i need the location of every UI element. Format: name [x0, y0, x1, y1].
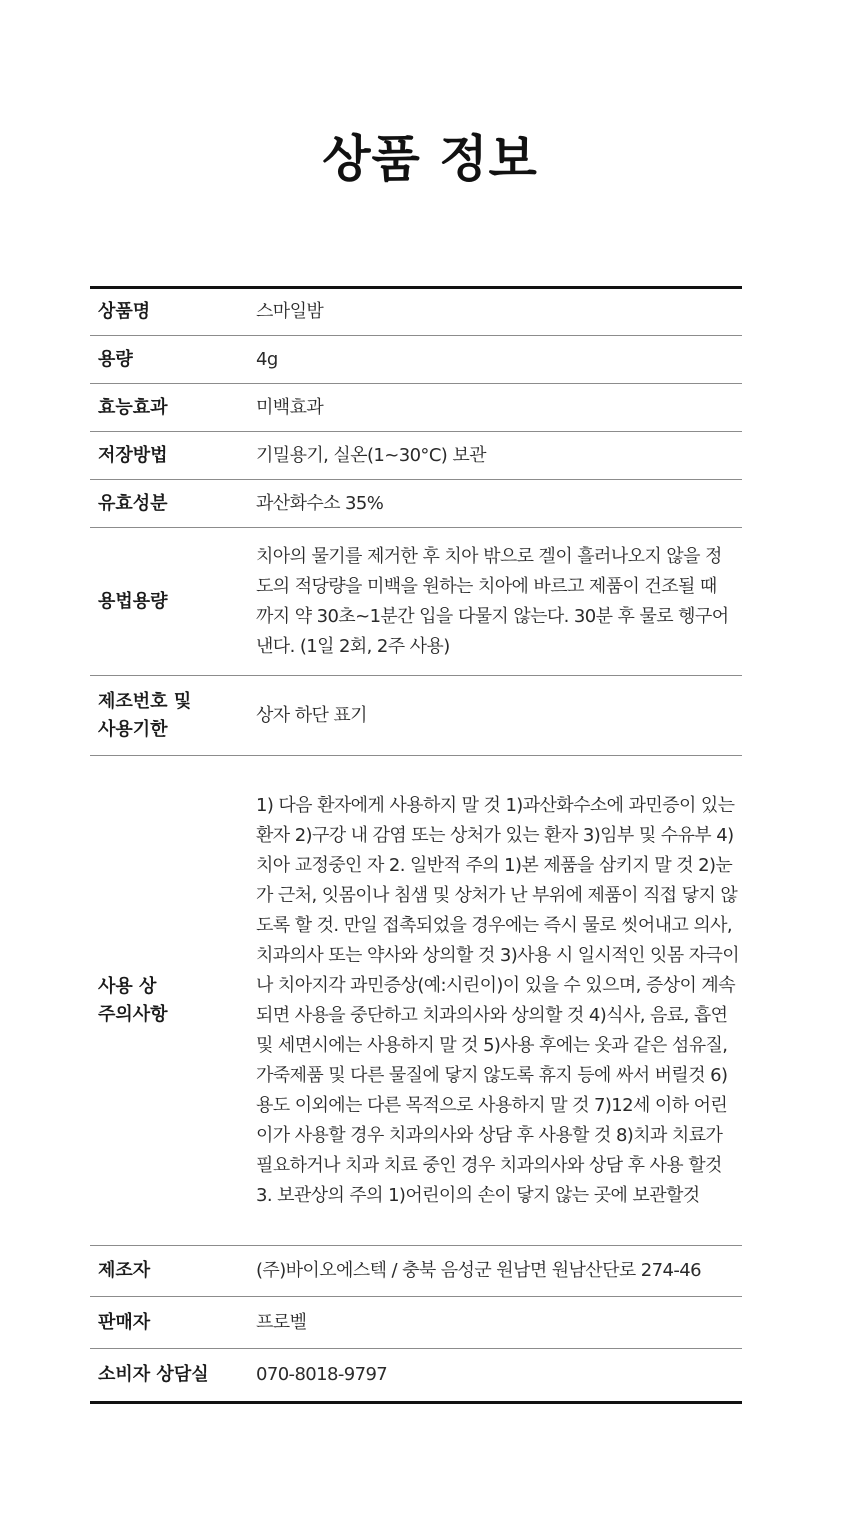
row-value: 기밀용기, 실온(1~30°C) 보관 — [256, 444, 486, 466]
row-label: 제조자 — [98, 1260, 151, 1281]
row-label: 상품명 — [98, 301, 151, 322]
row-value: 1) 다음 환자에게 사용하지 말 것 1)과산화수소에 과민증이 있는 환자 2)구강 내 감염 또는 상처가 있는 환자 3)임부 및 수유부 4)치아 교정중인 자 2. 일반적 주의 1)본 제품을 삼키지 말 것 2)눈가 근처, 잇몸이나 침샘 및 상처가 난 부위에 제품이 직접 닿지 않도록 할 것. 만일 접촉되었을 경우에는 즉시 물로 씻어내고 의사, 치과의사 또는 약사와 상의할 것 3)사용 시 일시적인 잇몸 자극이나 치아지각 과민증상(예:시린이)이 있을 수 있으며, 증상이 계속되면 사용을 중단하고 치과의사와 상의할 것 4)식사, 음료, 흡연 및 세면시에는 사용하지 말 것 5)사용 후에는 옷과 같은 섬유질, 가죽제품 및 다른 물질에 닿지 않도록 휴지 등에 싸서 버릴것 6)용도 이외에는 다른 목적으로 사용하지 말 것 7)12세 이하 어린이가 사용할 경우 치과의사와 상담 후 사용할 것 8)치과 치료가 필요하거나 치과 치료 중인 경우 치과의사와 상담 후 사용 할것 3. 보관상의 주의 1)어린이의 손이 닿지 않는 곳에 보관할것 — [256, 794, 740, 1206]
row-value: 4g — [256, 348, 278, 370]
row-label: 효능효과 — [98, 396, 168, 418]
table-row-product-name — [90, 288, 742, 336]
table-row-volume — [90, 336, 742, 384]
table-row-active-ingredient — [90, 480, 742, 528]
row-value: 과산화수소 35% — [256, 492, 384, 514]
row-value: 상자 하단 표기 — [256, 704, 367, 726]
table-row-lot-expiry — [90, 676, 742, 756]
table-row-manufacturer — [90, 1246, 742, 1297]
row-label: 유효성분 — [98, 492, 168, 514]
product-info-table — [90, 286, 742, 1404]
table-row-customer-service — [90, 1349, 742, 1403]
row-label: 제조번호 및 사용기한 — [98, 690, 192, 740]
row-value: 치아의 물기를 제거한 후 치아 밖으로 겔이 흘러나오지 않을 정도의 적당량을 미백을 원하는 치아에 바르고 제품이 건조될 때까지 약 30초~1분간 입을 다물지 않는다. 30분 후 물로 헹구어 낸다. (1일 2회, 2주 사용) — [256, 545, 729, 657]
row-label: 용법용량 — [98, 590, 168, 612]
table-row-precautions — [90, 756, 742, 1246]
table-row-dosage — [90, 528, 742, 676]
row-value: (주)바이오에스텍 / 충북 음성군 원남면 원남산단로 274-46 — [256, 1260, 701, 1281]
row-label: 저장방법 — [98, 444, 168, 466]
row-label: 판매자 — [98, 1311, 151, 1333]
row-value: 070-8018-9797 — [256, 1364, 388, 1385]
page-title: 상품 정보 — [322, 130, 538, 188]
table-row-storage — [90, 432, 742, 480]
row-label: 소비자 상담실 — [98, 1364, 209, 1385]
row-label: 사용 상 주의사항 — [98, 975, 168, 1025]
row-value: 미백효과 — [256, 396, 324, 418]
table-row-seller — [90, 1297, 742, 1349]
row-label: 용량 — [98, 348, 133, 370]
table-row-efficacy — [90, 384, 742, 432]
row-value: 스마일밤 — [256, 301, 324, 322]
row-value: 프로벨 — [256, 1311, 307, 1333]
